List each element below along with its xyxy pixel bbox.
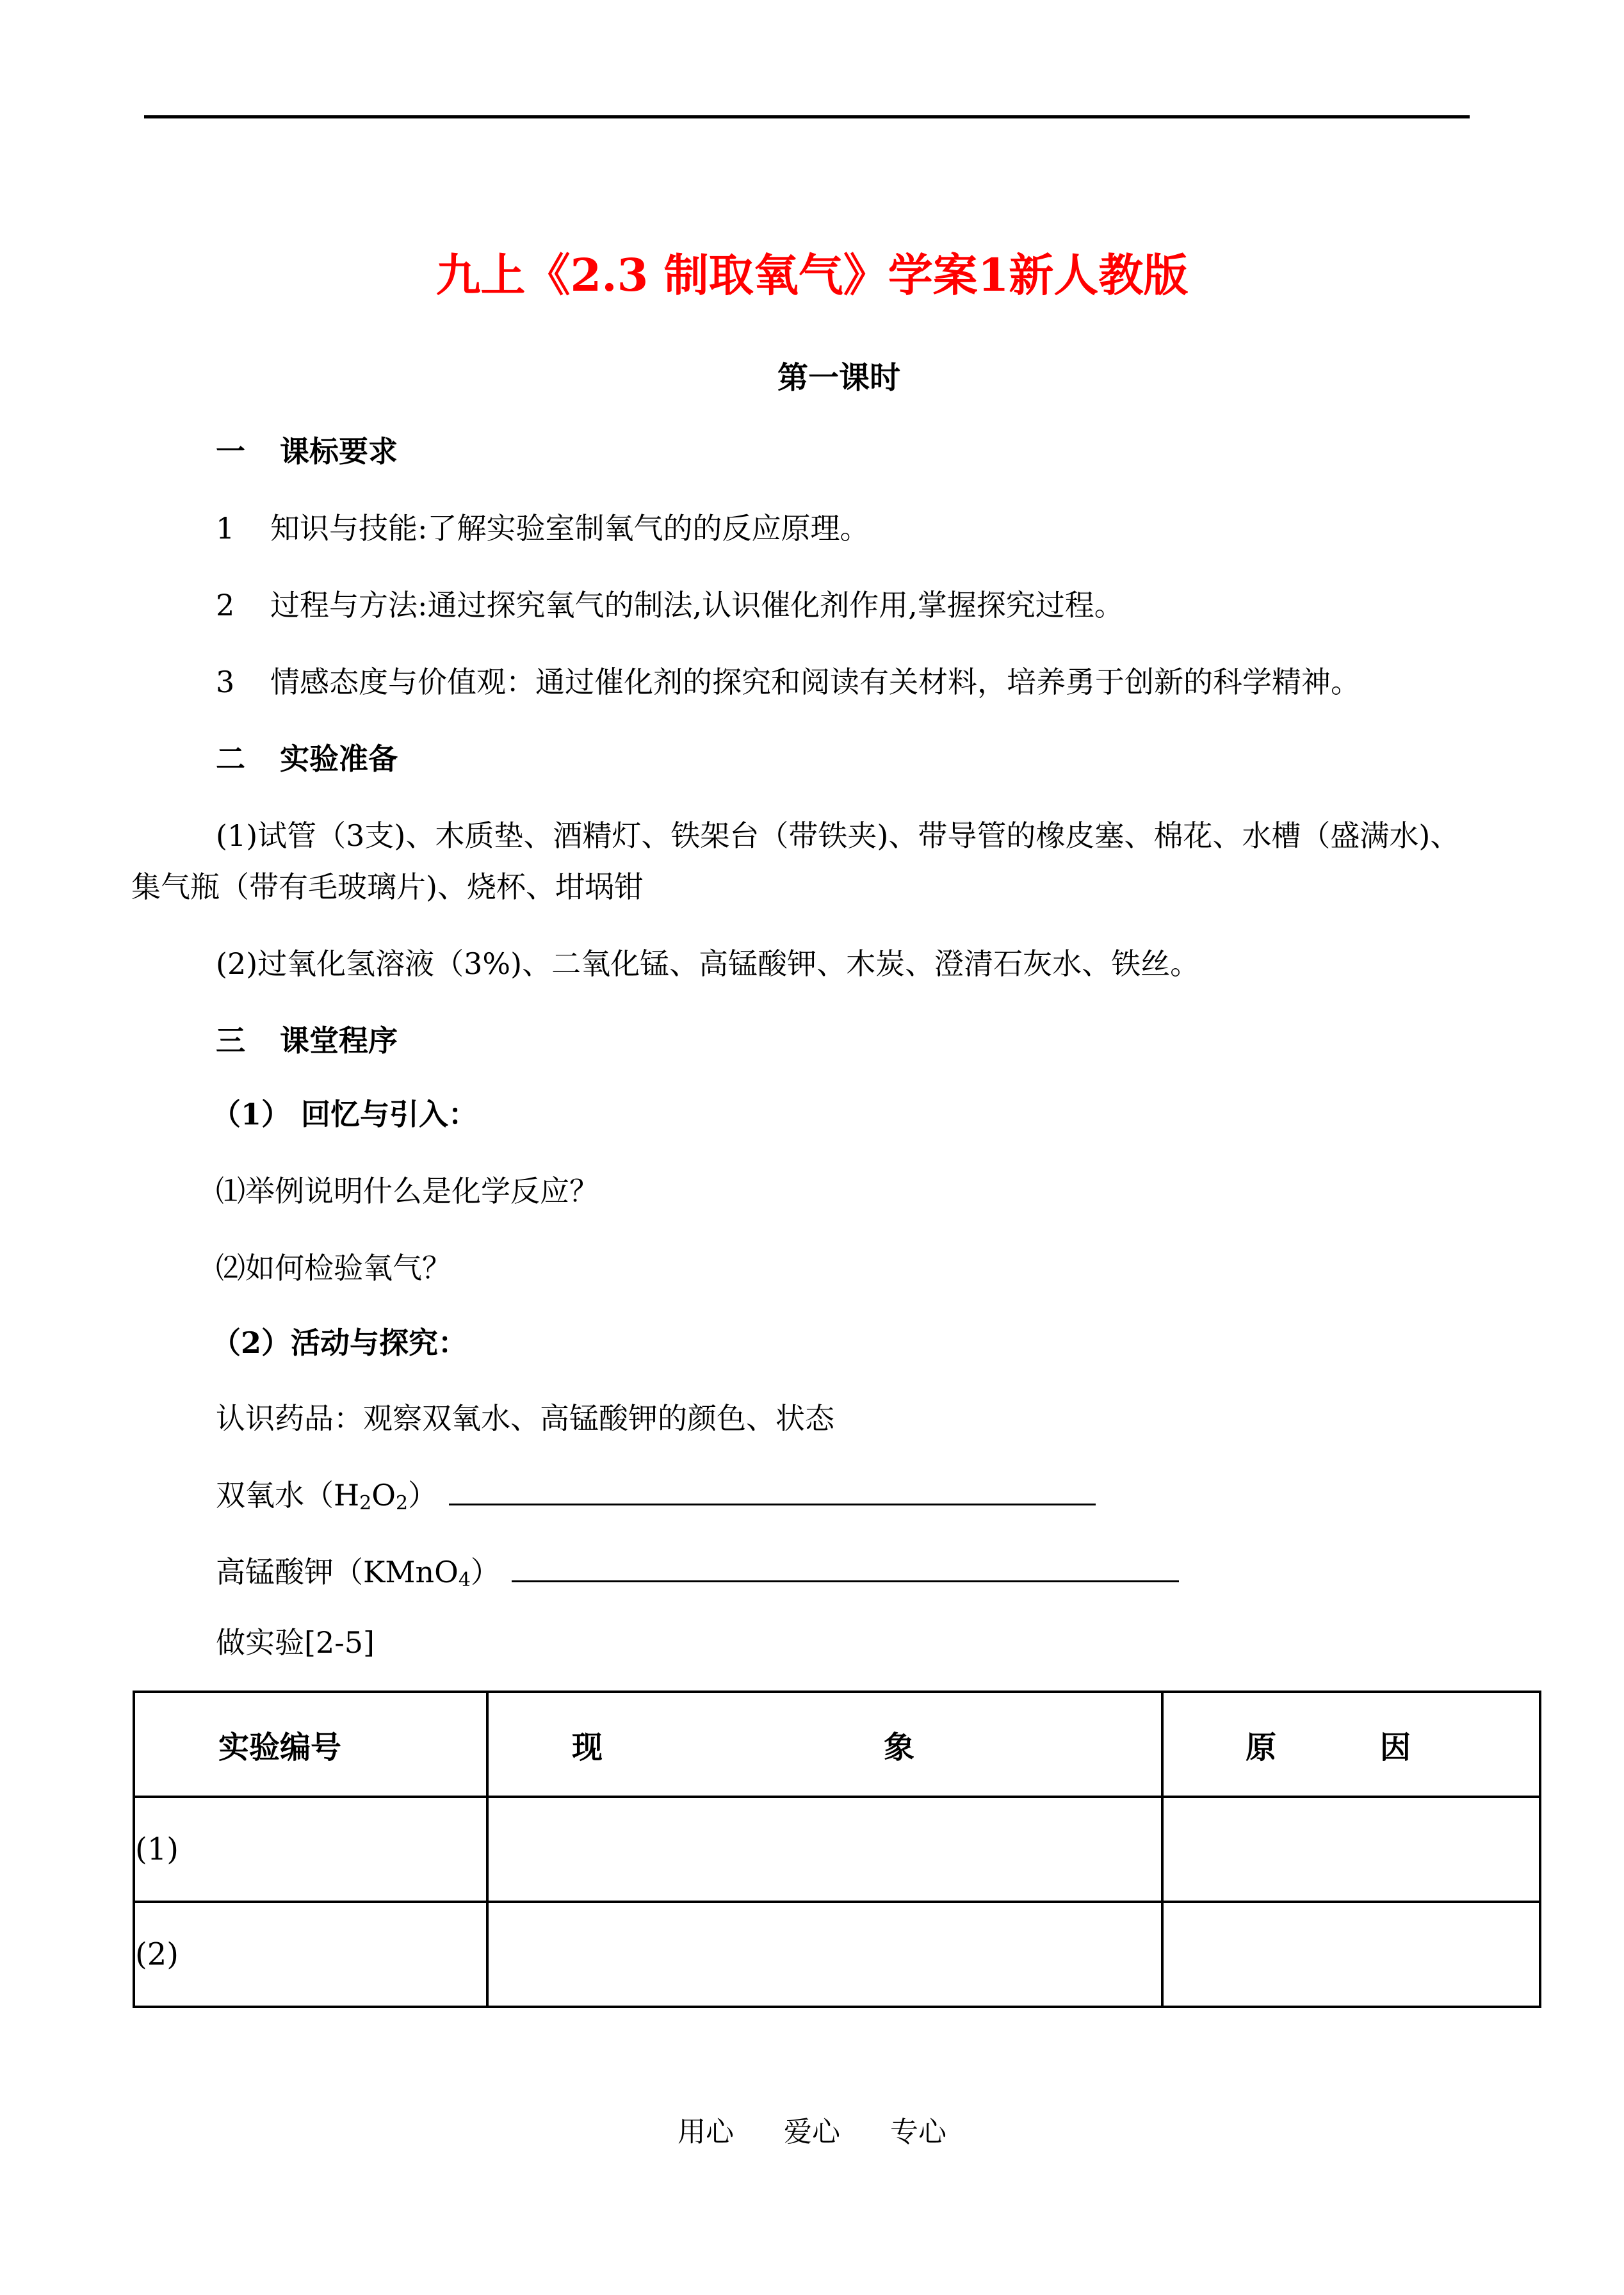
kmno4-answer-blank[interactable] [512, 1555, 1179, 1582]
row-1-reason[interactable] [1162, 1797, 1540, 1902]
row-1-id: (1) [134, 1797, 487, 1902]
kmno4-label: 高锰酸钾（KMnO [216, 1555, 459, 1589]
s2-item-1: (1)试管（3支)、木质垫、酒精灯、铁架台（带铁夹)、带导管的橡皮塞、棉花、水槽（盛满水)、集气瓶（带有毛玻璃片)、烧杯、坩埚钳 [131, 818, 1460, 904]
footer-word-3: 专心 [890, 2116, 946, 2148]
header-experiment-number: 实验编号 [134, 1692, 487, 1797]
section-1-number: 一 [216, 434, 245, 469]
page-footer [0, 2113, 1624, 2152]
s1-item-2-number: 2 [216, 588, 235, 622]
s3-know-drugs: 认识药品：观察双氧水、高锰酸钾的颜色、状态 [216, 1401, 834, 1436]
s1-item-3-number: 3 [216, 665, 235, 699]
header-rule [144, 115, 1470, 118]
h2o2-mid: O [371, 1478, 396, 1512]
row-2-id: (2) [134, 1902, 487, 2007]
table-row [134, 1797, 1540, 1902]
h2o2-answer-blank[interactable] [449, 1478, 1096, 1505]
s1-item-2 [216, 583, 1124, 628]
header-phenomenon-char-1: 现 [572, 1729, 603, 1765]
footer-word-2: 爱心 [784, 2116, 840, 2148]
row-2-reason[interactable] [1162, 1902, 1540, 2007]
s1-item-2-text: 过程与方法:通过探究氧气的制法,认识催化剂作用,掌握探究过程。 [270, 588, 1124, 622]
table-header-row [134, 1692, 1540, 1797]
section-2-number: 二 [216, 742, 245, 776]
h2o2-line [216, 1473, 1096, 1526]
h2o2-sub-2: 2 [395, 1492, 409, 1514]
s3-question-1: ⑴举例说明什么是化学反应？ [216, 1174, 599, 1208]
kmno4-line [216, 1550, 1179, 1603]
document-title: 九上《2.3 制取氧气》学案1新人教版 [435, 248, 1189, 302]
header-phenomenon [487, 1692, 1162, 1797]
s2-item-2: (2)过氧化氢溶液（3%)、二氧化锰、高锰酸钾、木炭、澄清石灰水、铁丝。 [216, 946, 1200, 981]
experiment-label: 做实验[2-5] [216, 1625, 375, 1660]
s1-item-1-number: 1 [216, 511, 235, 546]
s3-question-2: ⑵如何检验氧气？ [216, 1251, 451, 1285]
s1-item-3 [216, 660, 1360, 704]
footer-word-1: 用心 [678, 2116, 734, 2148]
kmno4-end: ） [470, 1555, 500, 1589]
section-2-title: 实验准备 [280, 742, 398, 776]
kmno4-sub: 4 [458, 1569, 471, 1591]
header-reason-char-1: 原 [1246, 1729, 1277, 1765]
section-1-heading [216, 429, 398, 474]
table-row [134, 1902, 1540, 2007]
s3-sub-2: （2）活动与探究： [211, 1326, 468, 1360]
h2o2-end: ） [408, 1478, 438, 1512]
lesson-subtitle: 第一课时 [777, 360, 900, 396]
s1-item-1 [216, 506, 870, 551]
section-3-heading [216, 1018, 398, 1063]
s3-sub-1: （1） 回忆与引入： [211, 1097, 478, 1131]
row-1-phenomenon[interactable] [487, 1797, 1162, 1902]
section-2-heading [216, 736, 398, 781]
row-2-phenomenon[interactable] [487, 1902, 1162, 2007]
header-reason [1162, 1692, 1540, 1797]
header-reason-char-2: 因 [1379, 1729, 1411, 1765]
experiment-table [133, 1691, 1541, 2008]
s1-item-1-text: 知识与技能:了解实验室制氧气的的反应原理。 [270, 511, 870, 546]
section-3-number: 三 [216, 1023, 245, 1058]
h2o2-sub-1: 2 [359, 1492, 372, 1514]
section-3-title: 课堂程序 [280, 1023, 398, 1058]
header-phenomenon-char-2: 象 [883, 1729, 914, 1765]
section-1-title: 课标要求 [280, 434, 398, 469]
s1-item-3-text: 情感态度与价值观：通过催化剂的探究和阅读有关材料，培养勇于创新的科学精神。 [270, 665, 1360, 699]
h2o2-label: 双氧水（H [216, 1478, 360, 1512]
